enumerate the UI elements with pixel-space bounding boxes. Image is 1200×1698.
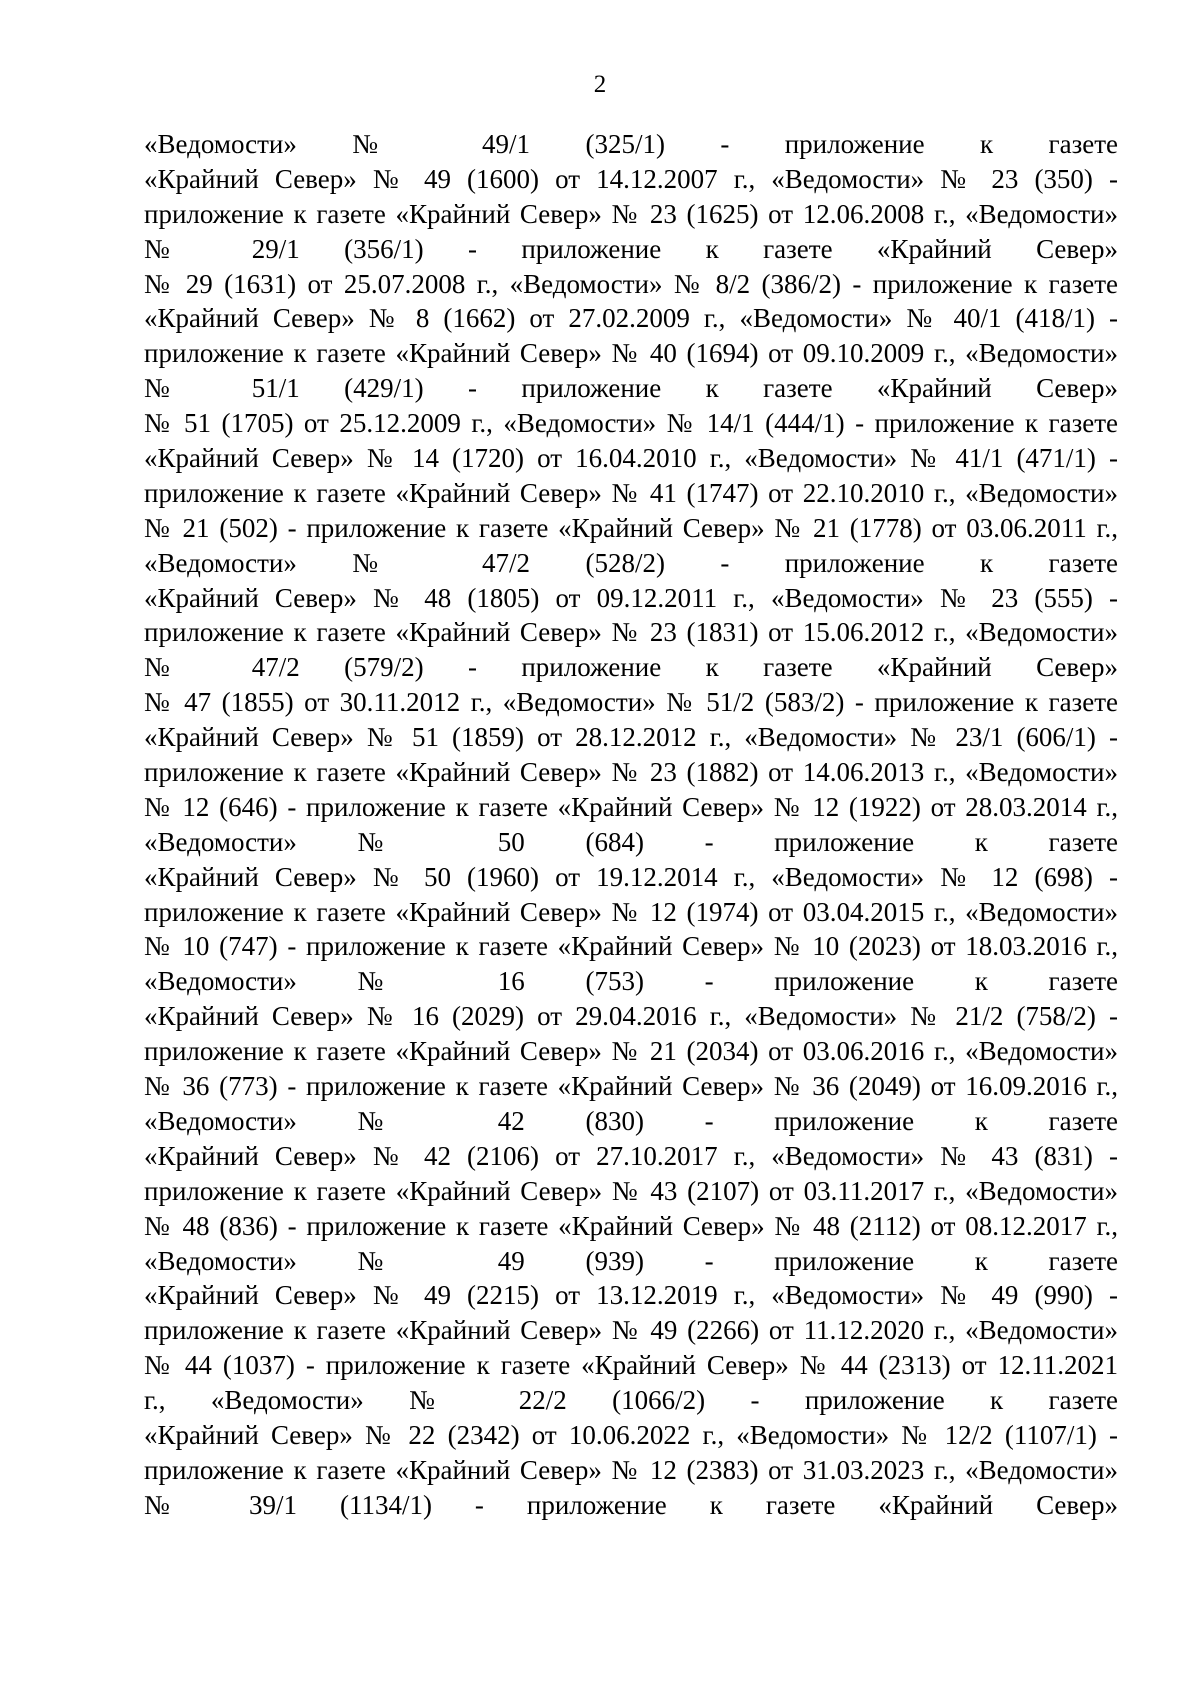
text-line: приложение к газете «Крайний Север» № 23 (1882) от 14.06.2013 г., «Ведомости» [144, 757, 1118, 788]
text-line: «Крайний Север» № 22 (2342) от 10.06.2022 г., «Ведомости» № 12/2 (1107/1) - [144, 1419, 1118, 1450]
text-line: приложение к газете «Крайний Север» № 12 (1974) от 03.04.2015 г., «Ведомости» [144, 896, 1118, 927]
text-line: приложение к газете «Крайний Север» № 21 (2034) от 03.06.2016 г., «Ведомости» [144, 1036, 1118, 1067]
text-line: приложение к газете «Крайний Север» № 12 (2383) от 31.03.2023 г., «Ведомости» [144, 1454, 1118, 1485]
text-line: «Крайний Север» № 51 (1859) от 28.12.2012 г., «Ведомости» № 23/1 (606/1) - [144, 722, 1118, 753]
text-line: № 47 (1855) от 30.11.2012 г., «Ведомости» № 51/2 (583/2) - приложение к газете [144, 687, 1118, 718]
body-text [144, 127, 1118, 1523]
text-line: № 39/1 (1134/1) - приложение к газете «Крайний Север» [144, 1489, 1118, 1520]
text-line: приложение к газете «Крайний Север» № 40 (1694) от 09.10.2009 г., «Ведомости» [144, 338, 1118, 369]
text-line: приложение к газете «Крайний Север» № 41 (1747) от 22.10.2010 г., «Ведомости» [144, 477, 1118, 508]
text-line: № 36 (773) - приложение к газете «Крайний Север» № 36 (2049) от 16.09.2016 г., [144, 1071, 1118, 1102]
text-line: «Крайний Север» № 42 (2106) от 27.10.2017 г., «Ведомости» № 43 (831) - [144, 1140, 1118, 1171]
text-line: № 51 (1705) от 25.12.2009 г., «Ведомости» № 14/1 (444/1) - приложение к газете [144, 408, 1118, 439]
text-line: «Крайний Север» № 49 (1600) от 14.12.2007 г., «Ведомости» № 23 (350) - [144, 163, 1118, 194]
text-line: № 48 (836) - приложение к газете «Крайний Север» № 48 (2112) от 08.12.2017 г., [144, 1210, 1118, 1241]
text-line: № 12 (646) - приложение к газете «Крайний Север» № 12 (1922) от 28.03.2014 г., [144, 791, 1118, 822]
text-line: «Ведомости» № 47/2 (528/2) - приложение к газете [144, 547, 1118, 578]
text-line: «Крайний Север» № 50 (1960) от 19.12.2014 г., «Ведомости» № 12 (698) - [144, 861, 1118, 892]
text-line: «Крайний Север» № 16 (2029) от 29.04.2016 г., «Ведомости» № 21/2 (758/2) - [144, 1001, 1118, 1032]
text-line: № 51/1 (429/1) - приложение к газете «Крайний Север» [144, 373, 1118, 404]
text-line: № 44 (1037) - приложение к газете «Крайний Север» № 44 (2313) от 12.11.2021 [144, 1350, 1118, 1381]
text-line: «Ведомости» № 16 (753) - приложение к газете [144, 966, 1118, 997]
text-line: «Ведомости» № 42 (830) - приложение к газете [144, 1105, 1118, 1136]
text-line: приложение к газете «Крайний Север» № 23 (1625) от 12.06.2008 г., «Ведомости» [144, 198, 1118, 229]
text-line: «Крайний Север» № 8 (1662) от 27.02.2009 г., «Ведомости» № 40/1 (418/1) - [144, 303, 1118, 334]
text-line: приложение к газете «Крайний Север» № 23 (1831) от 15.06.2012 г., «Ведомости» [144, 617, 1118, 648]
text-line: № 21 (502) - приложение к газете «Крайний Север» № 21 (1778) от 03.06.2011 г., [144, 512, 1118, 543]
text-line: № 29/1 (356/1) - приложение к газете «Крайний Север» [144, 233, 1118, 264]
text-line: «Ведомости» № 49/1 (325/1) - приложение к газете [144, 129, 1118, 159]
text-line: № 10 (747) - приложение к газете «Крайний Север» № 10 (2023) от 18.03.2016 г., [144, 931, 1118, 962]
text-line: «Ведомости» № 50 (684) - приложение к газете [144, 826, 1118, 857]
text-line: «Ведомости» № 49 (939) - приложение к газете [144, 1245, 1118, 1276]
text-line: № 29 (1631) от 25.07.2008 г., «Ведомости» № 8/2 (386/2) - приложение к газете [144, 268, 1118, 299]
text-line: «Крайний Север» № 48 (1805) от 09.12.2011 г., «Ведомости» № 23 (555) - [144, 582, 1118, 613]
text-line: № 47/2 (579/2) - приложение к газете «Крайний Север» [144, 652, 1118, 683]
text-line: «Крайний Север» № 49 (2215) от 13.12.2019 г., «Ведомости» № 49 (990) - [144, 1280, 1118, 1311]
page-number: 2 [593, 71, 607, 98]
text-line: приложение к газете «Крайний Север» № 49 (2266) от 11.12.2020 г., «Ведомости» [144, 1315, 1118, 1346]
text-line: «Крайний Север» № 14 (1720) от 16.04.2010 г., «Ведомости» № 41/1 (471/1) - [144, 443, 1118, 474]
text-line: г., «Ведомости» № 22/2 (1066/2) - приложение к газете [144, 1385, 1118, 1416]
text-line: приложение к газете «Крайний Север» № 43 (2107) от 03.11.2017 г., «Ведомости» [144, 1175, 1118, 1206]
